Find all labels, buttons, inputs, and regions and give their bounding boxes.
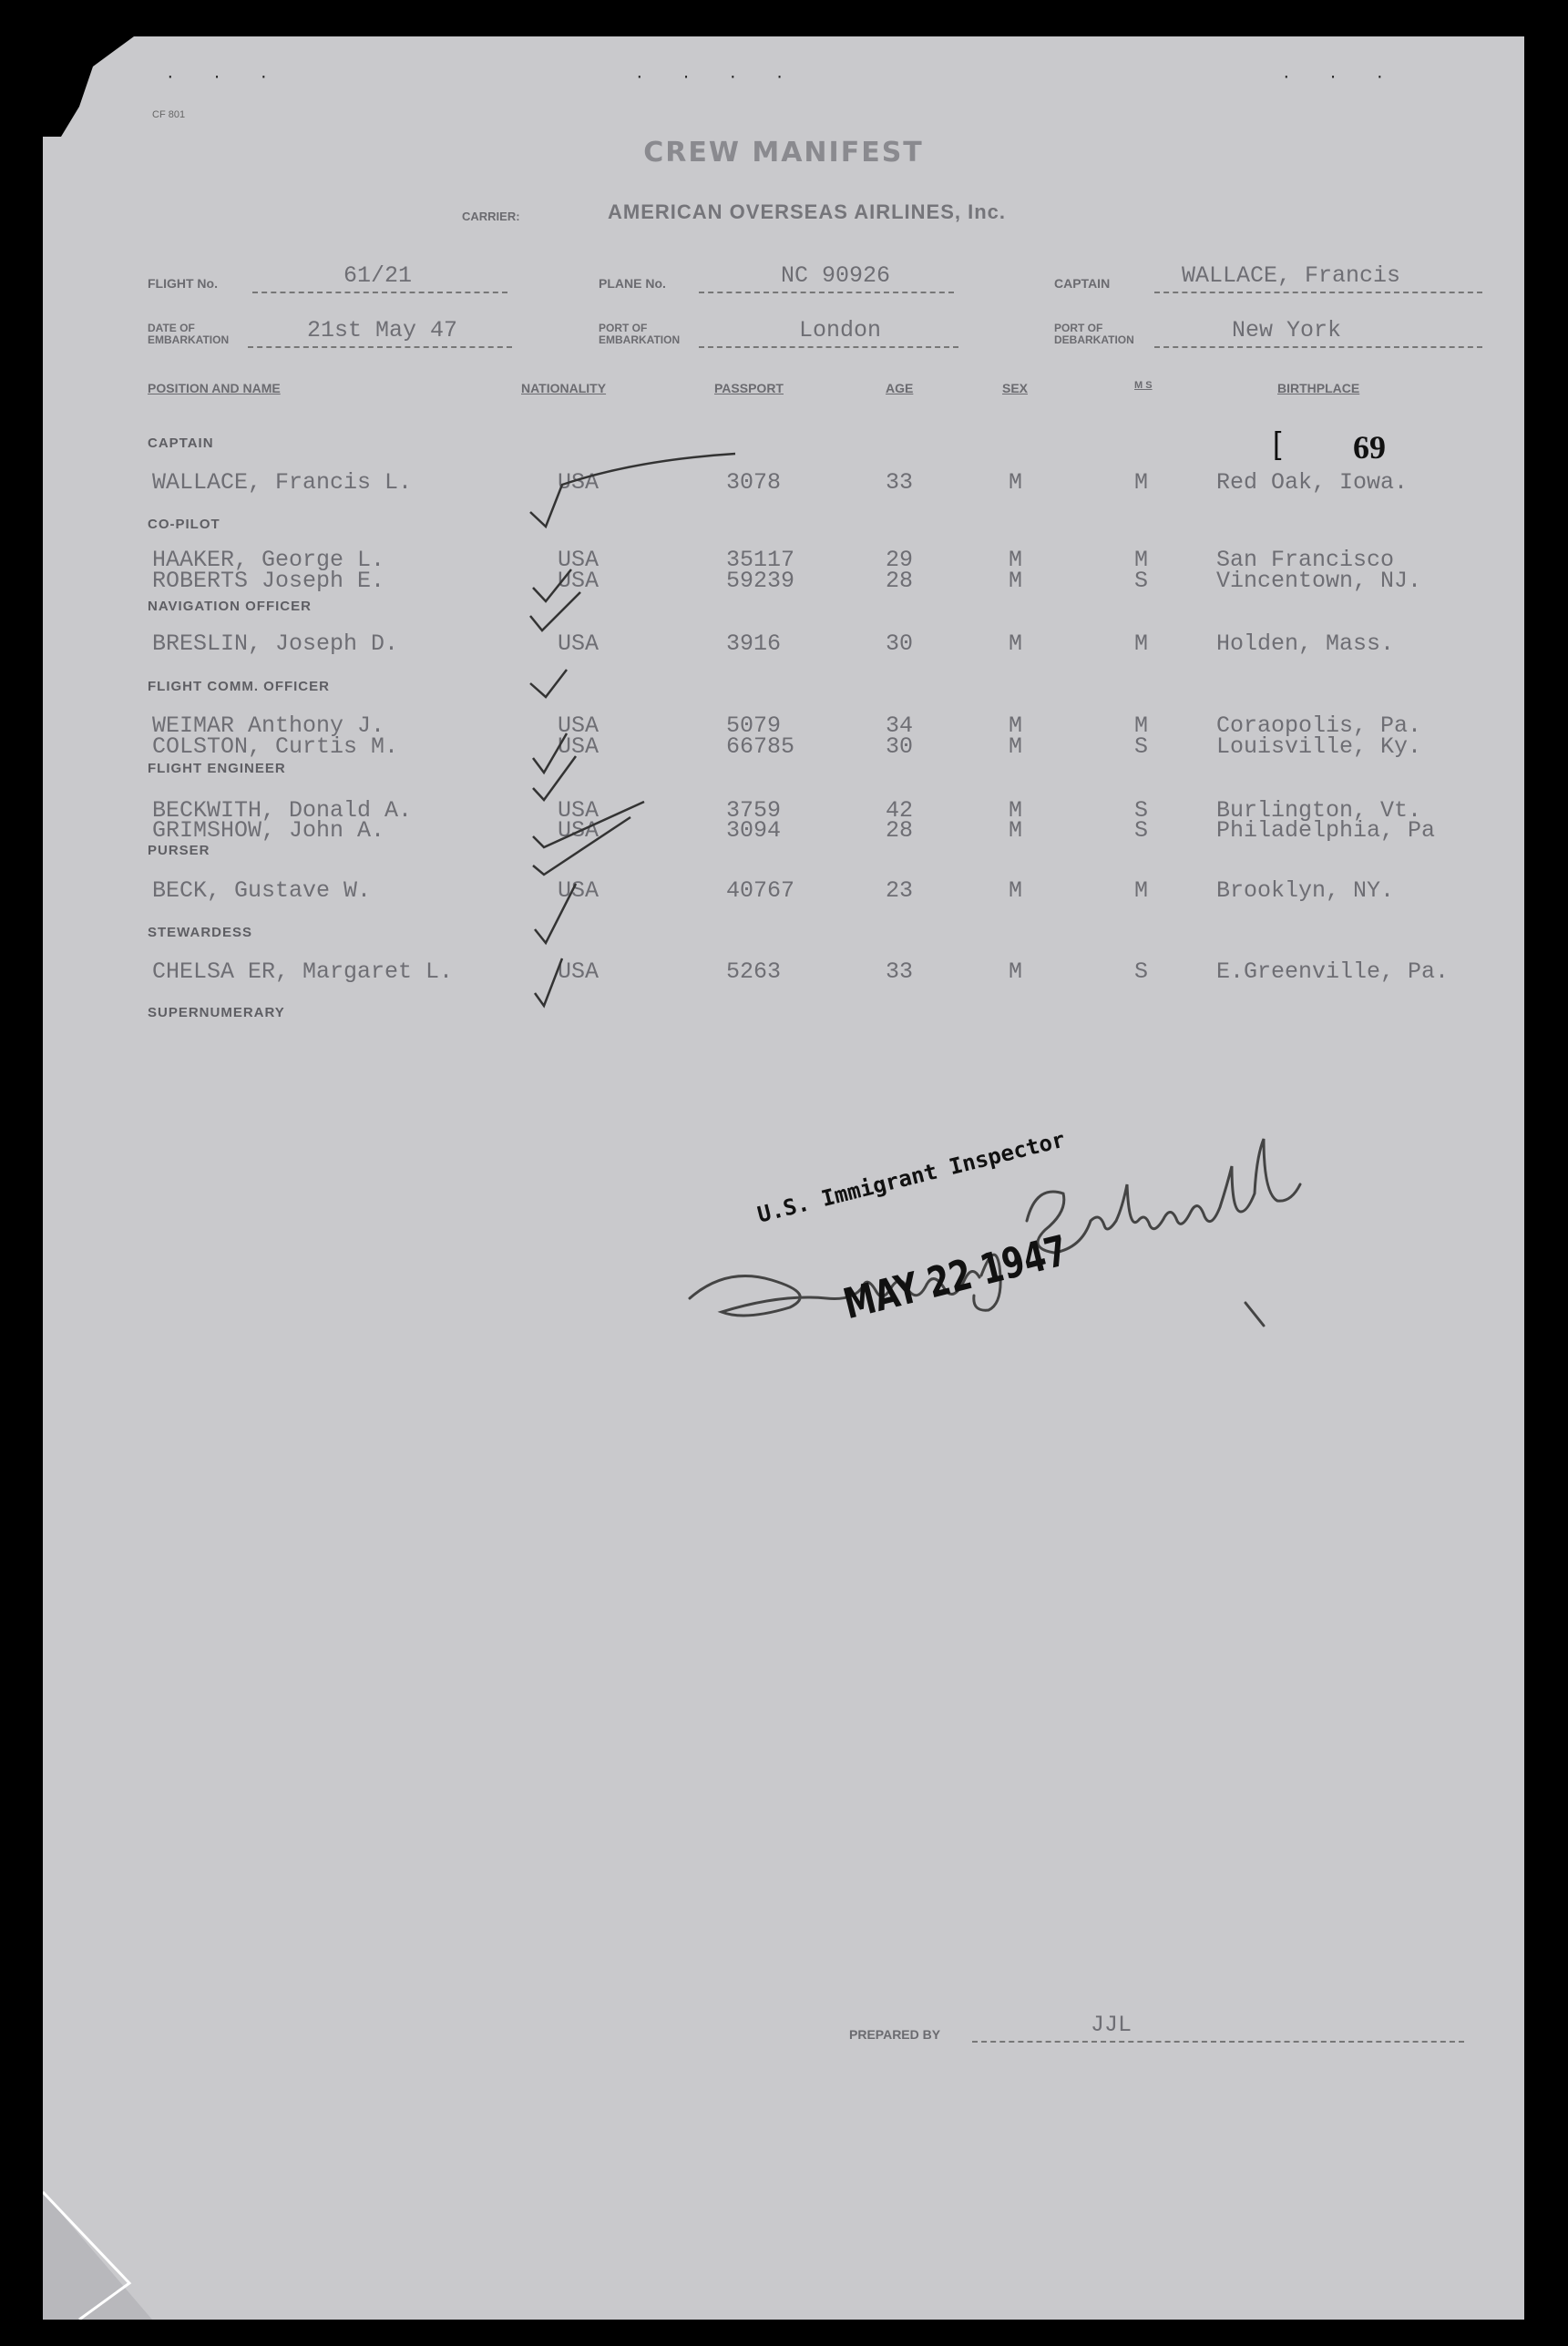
port-dis-label-2: DEBARKATION xyxy=(1054,333,1134,346)
crew-age: 28 xyxy=(886,568,914,594)
port-emb-label-2: EMBARKATION xyxy=(599,333,681,346)
crew-passport: 5079 xyxy=(726,712,782,739)
crew-nationality: USA xyxy=(558,877,600,904)
date-label-1: DATE OF xyxy=(148,322,195,334)
crew-marital: M xyxy=(1134,877,1149,904)
prepared-value: JJL xyxy=(1091,2012,1132,2038)
crew-sex: M xyxy=(1009,712,1023,739)
col-position: POSITION AND NAME xyxy=(148,381,281,395)
crew-nationality: USA xyxy=(558,797,600,824)
crew-nationality: USA xyxy=(558,568,600,594)
crew-name: CHELSA ER, Margaret L. xyxy=(152,958,454,985)
col-sex: SEX xyxy=(1002,381,1029,395)
punch-dots-left: · · · xyxy=(166,68,283,86)
crew-marital: M xyxy=(1134,469,1149,496)
crew-name: COLSTON, Curtis M. xyxy=(152,733,399,760)
crew-passport: 3759 xyxy=(726,797,782,824)
col-nationality: NATIONALITY xyxy=(521,381,607,395)
crew-age: 42 xyxy=(886,797,914,824)
crew-nationality: USA xyxy=(558,958,600,985)
port-emb-value: London xyxy=(799,317,882,343)
port-emb-label-1: PORT OF xyxy=(599,322,648,334)
section-captain: CAPTAIN xyxy=(148,435,214,451)
bracket-mark: [ xyxy=(1273,426,1282,461)
port-dis-line xyxy=(1154,346,1482,348)
torn-corner xyxy=(43,36,134,137)
col-marital: M S xyxy=(1134,380,1153,391)
crew-birthplace: San Francisco xyxy=(1216,547,1395,573)
check-mark xyxy=(530,454,735,527)
crew-passport: 66785 xyxy=(726,733,795,760)
crew-nationality: USA xyxy=(558,817,600,844)
manifest-page xyxy=(43,36,1524,2320)
crew-passport: 3094 xyxy=(726,817,782,844)
captain-label: CAPTAIN xyxy=(1054,276,1111,291)
date-value: 21st May 47 xyxy=(307,317,458,343)
crew-birthplace: Burlington, Vt. xyxy=(1216,797,1422,824)
check-mark xyxy=(533,733,567,773)
crew-passport: 40767 xyxy=(726,877,795,904)
crew-passport: 3078 xyxy=(726,469,782,496)
prepared-line xyxy=(972,2041,1464,2043)
punch-dots-right: · · · xyxy=(1282,68,1399,86)
crew-nationality: USA xyxy=(558,547,600,573)
crew-marital: M xyxy=(1134,547,1149,573)
crew-name: GRIMSHOW, John A. xyxy=(152,817,385,844)
col-age: AGE xyxy=(886,381,914,395)
crew-passport: 59239 xyxy=(726,568,795,594)
inspector-stamp: U.S. Immigrant Inspector xyxy=(754,1126,1068,1228)
crew-passport: 3916 xyxy=(726,630,782,657)
crew-age: 30 xyxy=(886,733,914,760)
crew-marital: S xyxy=(1134,733,1149,760)
section-supernumerary: SUPERNUMERARY xyxy=(148,1005,285,1020)
punch-dots-center: · · · · xyxy=(635,68,799,86)
date-label-2: EMBARKATION xyxy=(148,333,230,346)
crew-sex: M xyxy=(1009,733,1023,760)
port-dis-label-1: PORT OF xyxy=(1054,322,1103,334)
crew-age: 23 xyxy=(886,877,914,904)
flight-line xyxy=(252,292,507,293)
crew-sex: M xyxy=(1009,797,1023,824)
captain-value: WALLACE, Francis xyxy=(1182,262,1401,289)
plane-line xyxy=(699,292,954,293)
inspector-signature xyxy=(635,1084,1327,1376)
flight-label: FLIGHT No. xyxy=(148,276,218,291)
carrier-label: CARRIER: xyxy=(462,210,520,223)
check-mark xyxy=(533,802,644,847)
crew-name: WALLACE, Francis L. xyxy=(152,469,413,496)
section-navigation: NAVIGATION OFFICER xyxy=(148,599,312,614)
crew-nationality: USA xyxy=(558,630,600,657)
crew-sex: M xyxy=(1009,469,1023,496)
form-number: CF 801 xyxy=(152,109,186,120)
crew-marital: S xyxy=(1134,797,1149,824)
crew-age: 33 xyxy=(886,469,914,496)
crew-passport: 35117 xyxy=(726,547,795,573)
crew-sex: M xyxy=(1009,630,1023,657)
plane-label: PLANE No. xyxy=(599,276,666,291)
folded-corner xyxy=(43,2174,152,2320)
crew-birthplace: Red Oak, Iowa. xyxy=(1216,469,1409,496)
col-birthplace: BIRTHPLACE xyxy=(1277,381,1360,395)
crew-age: 34 xyxy=(886,712,914,739)
crew-birthplace: Holden, Mass. xyxy=(1216,630,1395,657)
col-passport: PASSPORT xyxy=(714,381,784,395)
crew-sex: M xyxy=(1009,568,1023,594)
page-number: 69 xyxy=(1353,429,1386,466)
crew-marital: M xyxy=(1134,712,1149,739)
crew-age: 33 xyxy=(886,958,914,985)
crew-passport: 5263 xyxy=(726,958,782,985)
crew-sex: M xyxy=(1009,958,1023,985)
port-emb-line xyxy=(699,346,958,348)
crew-sex: M xyxy=(1009,877,1023,904)
crew-birthplace: Brooklyn, NY. xyxy=(1216,877,1395,904)
crew-marital: S xyxy=(1134,817,1149,844)
check-mark xyxy=(533,569,571,601)
section-purser: PURSER xyxy=(148,843,210,858)
check-marks xyxy=(526,437,763,1020)
crew-sex: M xyxy=(1009,547,1023,573)
crew-sex: M xyxy=(1009,817,1023,844)
crew-birthplace: Philadelphia, Pa xyxy=(1216,817,1436,844)
crew-birthplace: Louisville, Ky. xyxy=(1216,733,1422,760)
crew-name: BECK, Gustave W. xyxy=(152,877,372,904)
crew-nationality: USA xyxy=(558,733,600,760)
crew-birthplace: E.Greenville, Pa. xyxy=(1216,958,1450,985)
crew-birthplace: Coraopolis, Pa. xyxy=(1216,712,1422,739)
prepared-label: PREPARED BY xyxy=(849,2027,941,2042)
date-line xyxy=(248,346,512,348)
flight-value: 61/21 xyxy=(343,262,413,289)
check-mark xyxy=(530,670,567,697)
section-flight-engineer: FLIGHT ENGINEER xyxy=(148,761,286,776)
crew-age: 30 xyxy=(886,630,914,657)
captain-line xyxy=(1154,292,1482,293)
section-flight-comm: FLIGHT COMM. OFFICER xyxy=(148,679,330,694)
crew-name: WEIMAR Anthony J. xyxy=(152,712,385,739)
crew-name: BECKWITH, Donald A. xyxy=(152,797,413,824)
check-mark xyxy=(530,592,580,630)
crew-name: HAAKER, George L. xyxy=(152,547,385,573)
crew-name: BRESLIN, Joseph D. xyxy=(152,630,399,657)
crew-marital: S xyxy=(1134,958,1149,985)
check-mark xyxy=(535,884,576,943)
section-stewardess: STEWARDESS xyxy=(148,925,253,940)
crew-nationality: USA xyxy=(558,712,600,739)
carrier-value: AMERICAN OVERSEAS AIRLINES, Inc. xyxy=(608,200,1007,223)
stamp-date: MAY 22 1947 xyxy=(838,1225,1072,1329)
crew-marital: S xyxy=(1134,568,1149,594)
crew-birthplace: Vincentown, NJ. xyxy=(1216,568,1422,594)
crew-age: 29 xyxy=(886,547,914,573)
crew-age: 28 xyxy=(886,817,914,844)
port-dis-value: New York xyxy=(1232,317,1342,343)
page-title: CREW MANIFEST xyxy=(643,137,924,169)
section-copilot: CO-PILOT xyxy=(148,517,220,532)
check-mark xyxy=(535,958,562,1006)
check-mark xyxy=(533,756,576,800)
crew-name: ROBERTS Joseph E. xyxy=(152,568,385,594)
plane-value: NC 90926 xyxy=(781,262,891,289)
crew-nationality: USA xyxy=(558,469,600,496)
crew-marital: M xyxy=(1134,630,1149,657)
